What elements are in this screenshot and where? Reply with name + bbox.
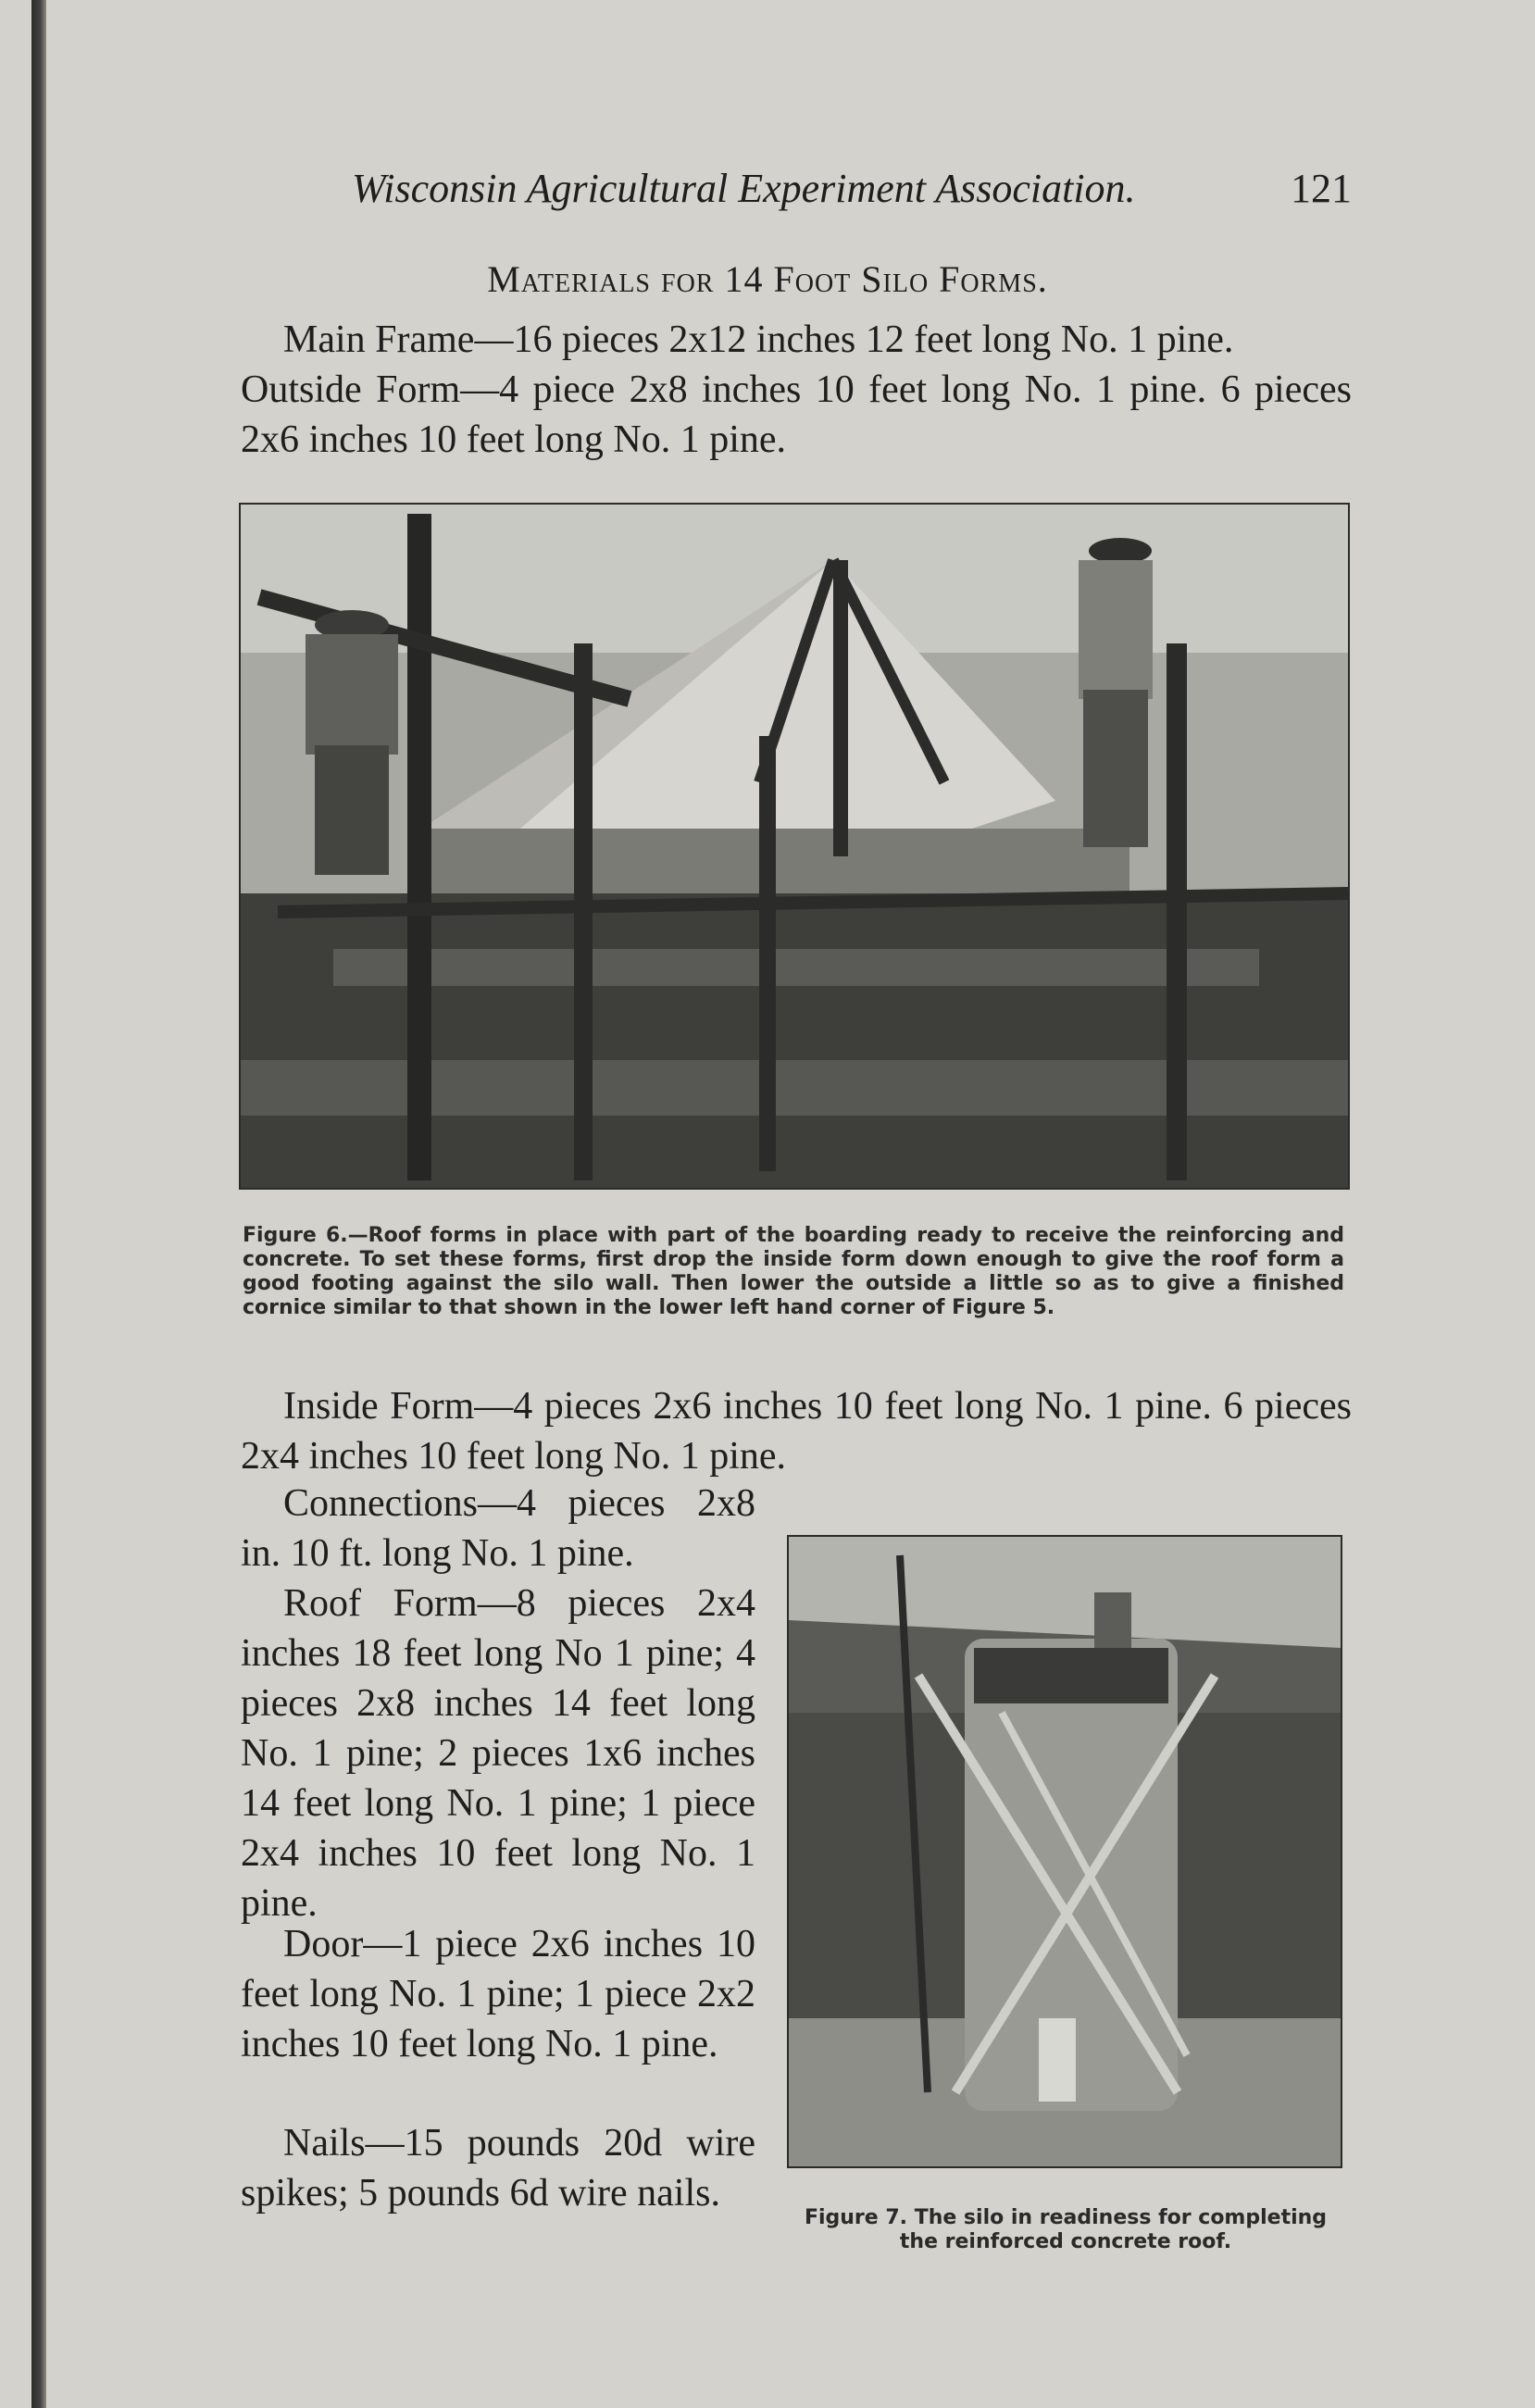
running-header-title: Wisconsin Agricultural Experiment Association.: [352, 166, 1136, 211]
paragraph-nails: Nails—15 pounds 20d wire spikes; 5 pounds 6d wire nails.: [241, 2122, 755, 2215]
book-spine-shadow: [31, 0, 46, 2408]
figure-7-label: Figure 7.: [804, 2206, 908, 2229]
figure-7-photo: [787, 1535, 1342, 2168]
section-title: Materials for 14 Foot Silo Forms.: [487, 258, 1048, 300]
paragraph-connections: Connections—4 pieces 2x8 in. 10 ft. long No. 1 pine.: [241, 1482, 755, 1575]
paragraph-inside-form: Inside Form—4 pieces 2x6 inches 10 feet long No. 1 pine. 6 pieces 2x4 inches 10 feet long No. 1 pine.: [241, 1385, 1352, 1478]
paragraph-main-frame: Main Frame—16 pieces 2x12 inches 12 feet long No. 1 pine.: [283, 318, 1234, 361]
figure-7-illustration: [789, 1537, 1341, 2166]
figure-6-caption: [243, 1224, 1344, 1320]
figure-6-caption-text: —Roof forms in place with part of the boarding ready to receive the reinforcing and concrete. To set these forms, first drop the inside form down enough to give the roof form a good footing against the silo wall. Then lower the outside a little so as to give a finished cornice similar to that shown in the lower left hand corner of Figure 5.: [243, 1224, 1344, 1319]
running-header: [352, 157, 1352, 222]
paragraph-door: Door—1 piece 2x6 inches 10 feet long No. 1 pine; 1 piece 2x2 inches 10 feet long No. 1 pine.: [241, 1923, 755, 2065]
paragraph-roof-form: Roof Form—8 pieces 2x4 inches 18 feet long No 1 pine; 4 pieces 2x8 inches 14 feet long No. 1 pine; 2 pieces 1x6 inches 14 feet long No. 1 pine; 1 piece 2x4 inches 10 feet long No. 1 pine.: [241, 1582, 755, 1925]
figure-6-photo: [239, 503, 1350, 1190]
figure-7-caption-text: The silo in readiness for completing the reinforced concrete roof.: [899, 2206, 1328, 2253]
figure-6-label: Figure 6.: [243, 1224, 348, 1247]
page-number: 121: [1291, 166, 1352, 211]
figure-6-illustration: [241, 505, 1348, 1188]
figure-7-caption: [796, 2206, 1335, 2254]
paragraph-outside-form: Outside Form—4 piece 2x8 inches 10 feet long No. 1 pine. 6 pieces 2x6 inches 10 feet long No. 1 pine.: [241, 368, 1352, 461]
